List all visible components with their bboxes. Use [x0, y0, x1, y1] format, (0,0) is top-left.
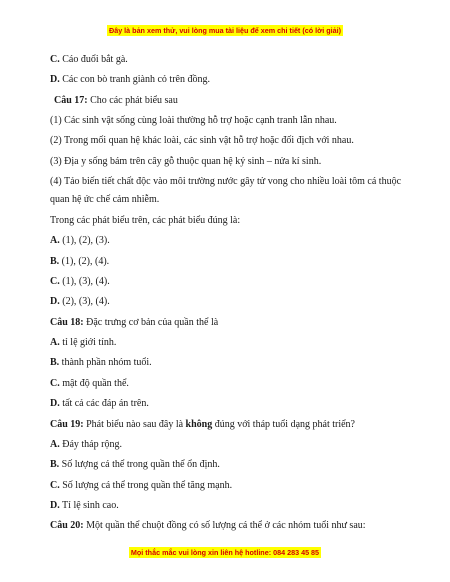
line-text: Cho các phát biểu sau [87, 94, 178, 106]
text-line [50, 152, 402, 172]
line-label: D. [50, 296, 60, 308]
answer-option [50, 231, 402, 251]
line-label: Câu 17: [54, 94, 88, 106]
answer-option [50, 394, 402, 414]
line-text: tỉ lệ giới tính. [59, 337, 117, 349]
line-text: Các con bò tranh giành cỏ trên đồng. [59, 74, 210, 86]
line-text: Số lượng cá thể trong quần thể tăng mạnh. [59, 479, 233, 491]
answer-option [50, 50, 402, 70]
answer-option [50, 353, 402, 373]
answer-option [50, 70, 402, 90]
line-label: Câu 18: [50, 316, 84, 328]
line-label: Câu 20: [50, 520, 84, 532]
line-text: (3) Địa y sống bám trên cây gỗ thuộc quan hệ ký sinh – nửa kí sinh. [50, 155, 322, 167]
text-line [50, 172, 402, 211]
line-text: (1), (2), (4). [59, 255, 110, 267]
text-line [50, 211, 402, 231]
hotline-notice-text: Mọi thắc mắc vui lòng xin liên hệ hotline: 084 283 45 85 [130, 548, 320, 557]
answer-option [50, 455, 402, 475]
emphasis-text: không [185, 418, 213, 430]
line-text: Đáy tháp rộng. [59, 438, 122, 450]
line-text: Đặc trưng cơ bản của quần thể là [83, 316, 219, 328]
line-label: Câu 19: [50, 418, 84, 430]
answer-option [50, 333, 402, 353]
line-text: Số lượng cá thể trong quần thể ổn định. [59, 459, 220, 471]
line-text: mật độ quần thể. [59, 377, 129, 389]
line-text: Phát biểu nào sau đây là [83, 418, 186, 430]
line-text: (1) Các sinh vật sống cùng loài thường hỗ trợ hoặc cạnh tranh lẫn nhau. [50, 115, 337, 127]
line-label: D. [50, 74, 60, 86]
line-label: A. [50, 438, 60, 450]
line-text-continued: đúng với tháp tuổi dạng phát triển? [212, 418, 355, 430]
question-line [50, 415, 402, 435]
answer-option [50, 435, 402, 455]
line-text: Trong các phát biểu trên, các phát biểu đúng là: [50, 215, 241, 227]
question-line [50, 516, 402, 536]
line-text: (1), (3), (4). [59, 276, 110, 288]
preview-notice-text: Đây là bản xem thử, vui lòng mua tài liệu để xem chi tiết (có lời giải) [109, 26, 341, 35]
line-label: D. [50, 499, 60, 511]
line-label: B. [50, 459, 60, 471]
line-text: (2) Trong mối quan hệ khác loài, các sinh vật hỗ trợ hoặc đối địch với nhau. [50, 135, 354, 147]
document-body [50, 50, 402, 537]
line-label: C. [50, 54, 60, 65]
text-line [50, 131, 402, 151]
answer-option [50, 272, 402, 292]
question-line [50, 313, 402, 333]
preview-notice-banner [0, 26, 450, 36]
line-text: (2), (3), (4). [59, 296, 110, 308]
line-text: tất cả các đáp án trên. [59, 398, 149, 410]
line-text: Tỉ lệ sinh cao. [59, 499, 119, 511]
line-label: A. [50, 235, 60, 247]
line-label: D. [50, 398, 60, 410]
hotline-footer-banner [0, 548, 450, 558]
line-text: Một quần thể chuột đồng có số lượng cá thể ở các nhóm tuổi như sau: [83, 520, 366, 532]
line-label: C. [50, 479, 60, 491]
line-text: (1), (2), (3). [59, 235, 110, 247]
question-line [50, 91, 402, 111]
line-label: B. [50, 357, 60, 369]
line-label: A. [50, 337, 60, 349]
answer-option [50, 476, 402, 496]
answer-option [50, 252, 402, 272]
answer-option [50, 496, 402, 516]
answer-option [50, 292, 402, 312]
line-label: B. [50, 255, 60, 267]
line-text: thành phần nhóm tuổi. [59, 357, 152, 369]
text-line [50, 111, 402, 131]
line-label: C. [50, 377, 60, 389]
line-text: Cáo đuổi bắt gà. [59, 54, 128, 65]
line-text: (4) Tảo biến tiết chất độc vào môi trường nước gây tử vong cho nhiều loài tôm cá thuộc quan hệ ức chế cảm nhiễm. [50, 176, 402, 206]
answer-option [50, 374, 402, 394]
line-label: C. [50, 276, 60, 288]
